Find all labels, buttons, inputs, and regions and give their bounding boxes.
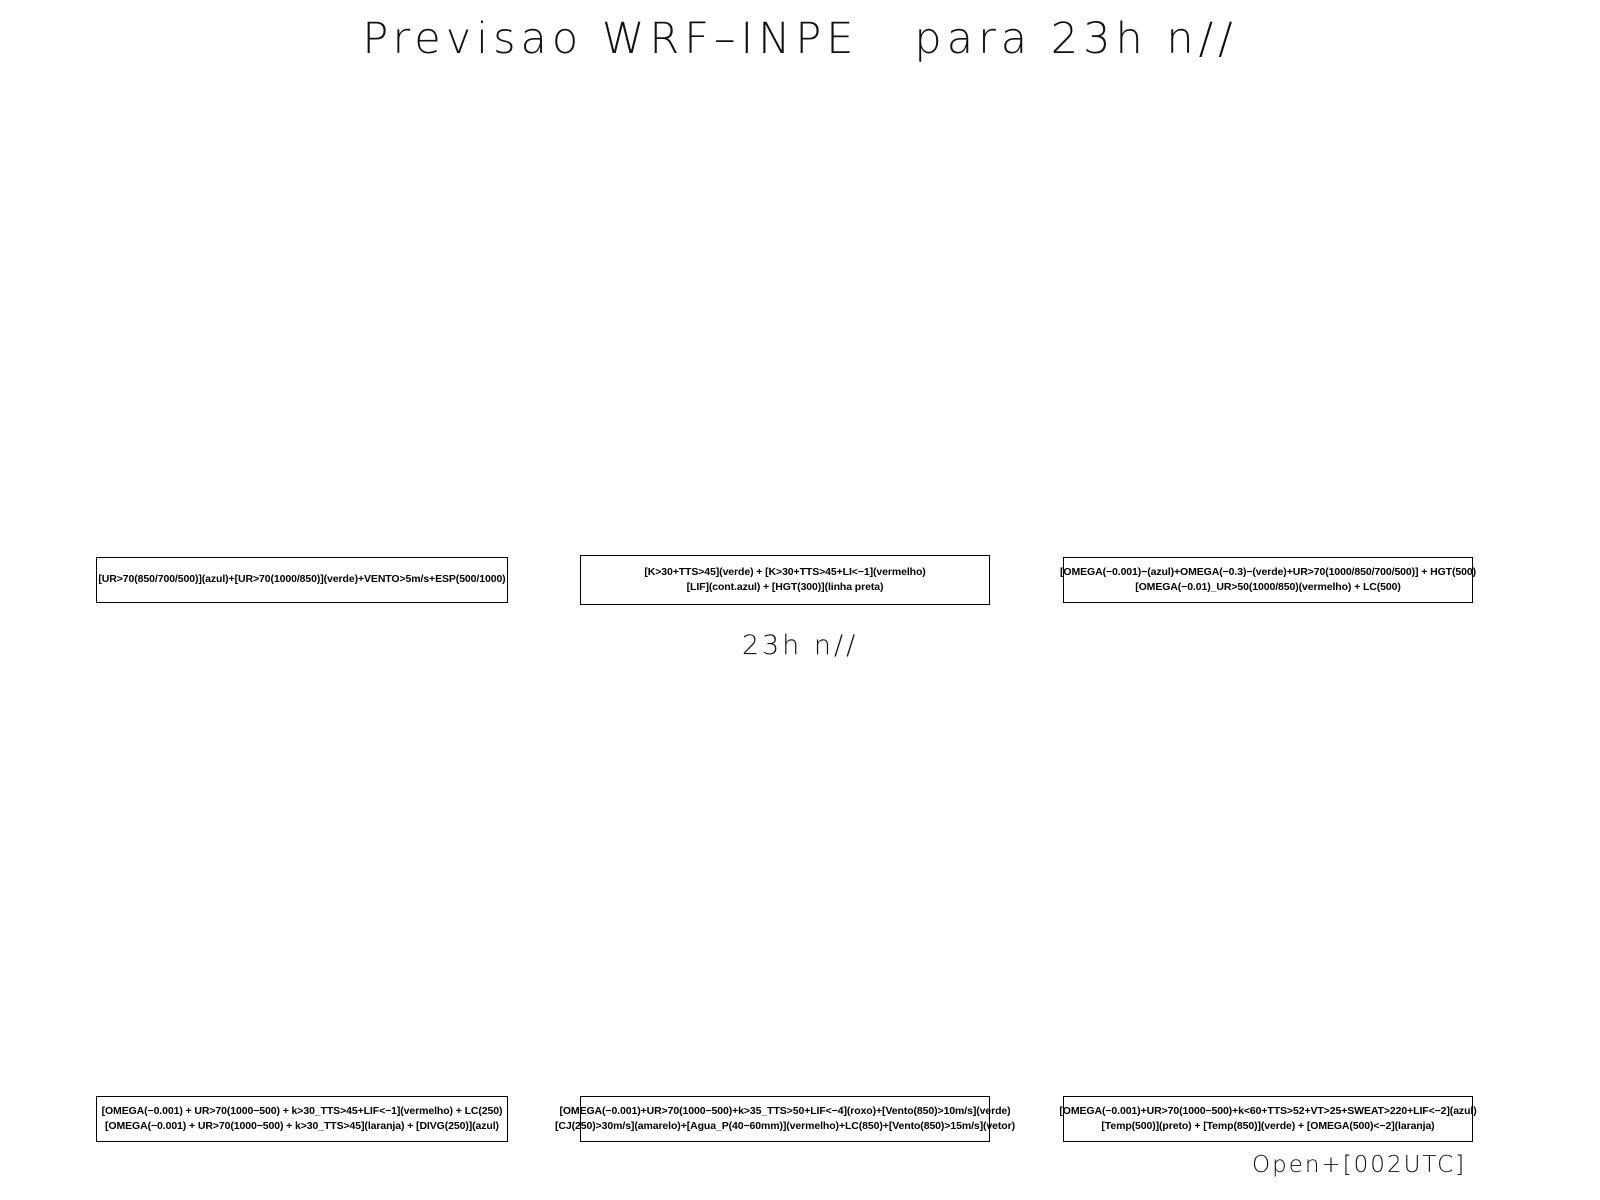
legend-line: [OMEGA(−0.01)_UR>50(1000/850)(vermelho) + LC(500) <box>1135 581 1401 593</box>
legend-line: [OMEGA(−0.001) + UR>70(1000−500) + k>30_TTS>45+LIF<−1](vermelho) + LC(250) <box>101 1104 503 1117</box>
legend-line: [K>30+TTS>45](verde) + [K>30+TTS>45+LI<−1](vermelho) <box>644 565 926 578</box>
legend-line: [OMEGA(−0.001)+UR>70(1000−500)+k<60+TTS>52+VT>25+SWEAT>220+LIF<−2](azul) <box>1059 1104 1477 1117</box>
legend-box-top-right <box>1060 557 1476 603</box>
legend-box-bottom-middle <box>555 1096 1015 1142</box>
legend-line: [OMEGA(−0.001) + UR>70(1000−500) + k>30_TTS>45](laranja) + [DIVG(250)](azul) <box>105 1120 499 1132</box>
legend-line: [OMEGA(−0.001)−(azul)+OMEGA(−0.3)−(verde)+UR>70(1000/850/700/500)] + HGT(500) <box>1060 565 1476 578</box>
legend-box-top-middle <box>580 555 990 605</box>
legend-box-bottom-right <box>1059 1096 1477 1142</box>
legend-line: [OMEGA(−0.001)+UR>70(1000−500)+k>35_TTS>50+LIF<−4](roxo)+[Vento(850)>10m/s](verde) <box>559 1104 1011 1117</box>
legend-line: [CJ(250)>30m/s](amarelo)+[Agua_P(40−60mm)](vermelho)+LC(850)+[Vento(850)>15m/s](vetor) <box>555 1120 1015 1132</box>
legend-box-bottom-left <box>96 1096 508 1142</box>
legend-line: [LIF](cont.azul) + [HGT(300)](linha preta) <box>686 581 884 593</box>
page-title: Previsao WRF–INPE para 23h n// <box>362 14 1238 64</box>
legend-line: [Temp(500)](preto) + [Temp(850)](verde) + [OMEGA(500)<−2](laranja) <box>1101 1120 1435 1132</box>
legend-line: [UR>70(850/700/500)](azul)+[UR>70(1000/850)](verde)+VENTO>5m/s+ESP(500/1000) <box>98 573 506 586</box>
run-time-label: Open+[002UTC] <box>1252 1152 1467 1178</box>
legend-box-top-left <box>96 557 508 603</box>
center-time-label: 23h n// <box>741 630 859 661</box>
